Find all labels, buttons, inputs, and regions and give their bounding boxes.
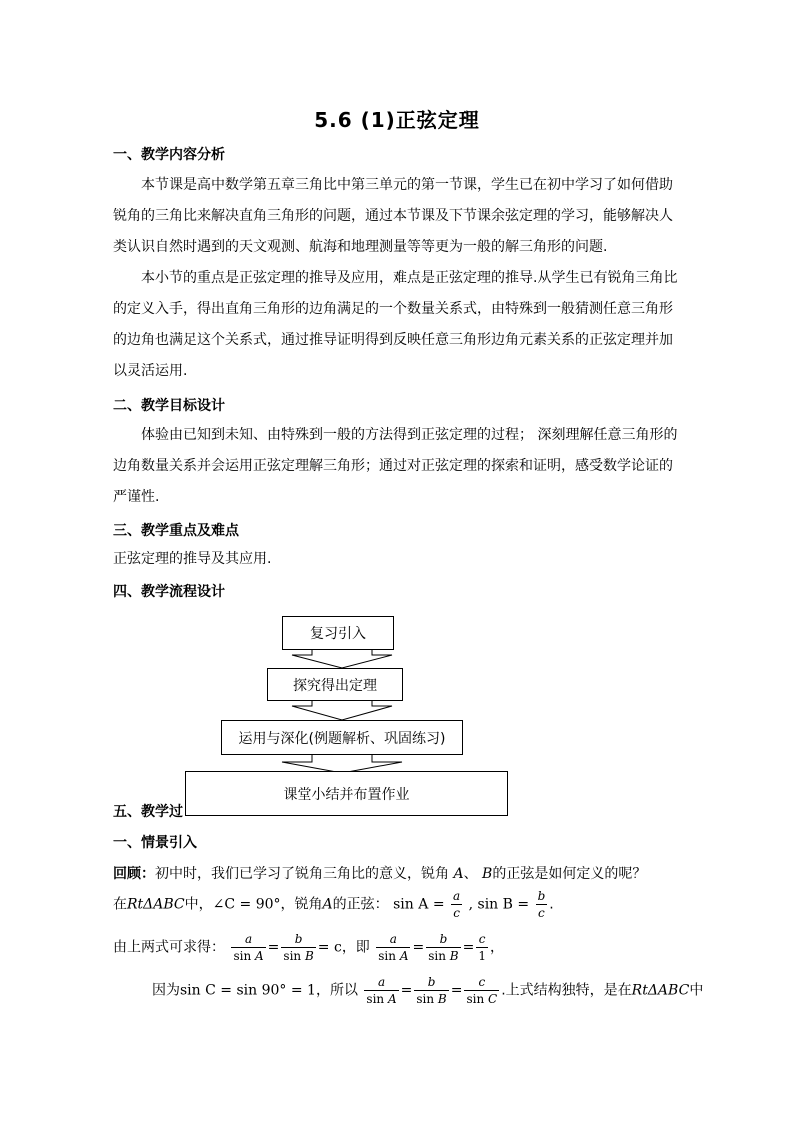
fraction-b-over-sinB-3: $\frac{b}{\text{sin B}}$ xyxy=(416,975,447,1006)
review-line xyxy=(113,863,646,883)
fraction-c-over-1: $\frac{c}{1}$ xyxy=(478,932,486,963)
var-B: B xyxy=(482,866,493,882)
paragraph-objectives: 体验由已知到未知、由特殊到一般的方法得到正弦定理的过程； 深刻理解任意三角形的边角数量关系并会运用正弦定理解三角形；通过对正弦定理的探索和证明，感受数学论证的严谨性. xyxy=(113,427,678,505)
text-derive: 由上两式可求得： xyxy=(113,939,225,956)
triangle-label: RtΔABC xyxy=(127,896,185,913)
sinB-label: , sin B = xyxy=(468,896,530,913)
section-heading-key-points: 三、教学重点及难点 xyxy=(113,523,239,539)
math-line-3: 因为sin C = sin 90° = 1，所以 $\frac{a}{\text{sin A}}$ = $\frac{b}{\text{sin B}}$ = $\frac{c}{\text{sin C}}$ .上式结构独特，是在RtΔABC中 xyxy=(152,975,704,1006)
text-ie: ，即 xyxy=(341,939,370,956)
text-in: 在 xyxy=(113,896,127,913)
arrow-1 xyxy=(292,649,392,668)
section-heading-scenario: 一、情景引入 xyxy=(113,835,197,851)
sinC-equation: sin C = sin 90° = 1 xyxy=(180,982,316,999)
fraction-b-over-sinB-2: $\frac{b}{\text{sin B}}$ xyxy=(428,932,459,963)
section-heading-flow-design: 四、教学流程设计 xyxy=(113,584,225,600)
review-text: 初中时，我们已学习了锐角三角比的意义，锐角 xyxy=(155,866,449,882)
sinA-label: sin A = xyxy=(393,896,445,913)
text-so: ，所以 xyxy=(315,982,358,999)
equals-c: = c xyxy=(317,939,342,956)
paragraph-key-points: 正弦定理的推导及其应用. xyxy=(113,551,272,567)
section-heading-objectives: 二、教学目标设计 xyxy=(113,398,225,414)
flow-step-apply: 运用与深化(例题解析、巩固练习) xyxy=(221,720,463,755)
fraction-a-over-sinA-2: $\frac{a}{\text{sin A}}$ xyxy=(378,932,409,963)
arrow-2 xyxy=(292,700,392,720)
review-tail: 的正弦是如何定义的呢？ xyxy=(492,866,647,882)
section-heading-process-partial: 五、教学过 xyxy=(113,804,183,820)
section-heading-content-analysis: 一、教学内容分析 xyxy=(113,147,225,163)
fraction-a-over-sinA-3: $\frac{a}{\text{sin A}}$ xyxy=(366,975,397,1006)
review-sep: 、 xyxy=(463,866,478,882)
text-structure: .上式结构独特，是在 xyxy=(501,982,632,999)
fraction-a-over-c: $\frac{a}{c}$ xyxy=(453,889,461,920)
paragraph-content-analysis-1: 本节课是高中数学第五章三角比中第三单元的第一节课，学生已在初中学习了如何借助锐角的三角比来解决直角三角形的问题，通过本节课及下节课余弦定理的学习，能够解决人类认识自然时遇到的天文观测、航海和地理测量等等更为一般的解三角形的问题. xyxy=(113,177,673,255)
fraction-a-over-sinA: $\frac{a}{\text{sin A}}$ xyxy=(233,932,264,963)
flow-step-explore: 探究得出定理 xyxy=(267,668,403,701)
text-sine-of: 的正弦： xyxy=(332,896,389,913)
review-label: 回顾： xyxy=(113,866,155,882)
var-A: A xyxy=(453,866,464,882)
fraction-b-over-sinB: $\frac{b}{\text{sin B}}$ xyxy=(283,932,314,963)
var-A-2: A xyxy=(322,896,333,913)
flow-step-summary: 课堂小结并布置作业 xyxy=(185,771,508,816)
fraction-c-over-sinC: $\frac{c}{\text{sin C}}$ xyxy=(466,975,498,1006)
text-acute: ，锐角 xyxy=(280,896,323,913)
angle-c: ∠C = 90° xyxy=(212,896,281,913)
page-title: 5.6 (1)正弦定理 xyxy=(314,108,480,132)
text-mid: 中， xyxy=(184,896,213,913)
math-line-2: 由上两式可求得： $\frac{a}{\text{sin A}}$ = $\frac{b}{\text{sin B}}$ = c，即 $\frac{a}{\text{sin A}}$ = $\frac{b}{\text{sin B}}$ = $\frac{c}{1}$ ， xyxy=(113,932,504,963)
period: . xyxy=(549,896,554,913)
paragraph-content-analysis-2: 本小节的重点是正弦定理的推导及应用，难点是正弦定理的推导.从学生已有锐角三角比的定义入手，得出直角三角形的边角满足的一个数量关系式，由特殊到一般猜测任意三角形的边角也满足这个关系式，通过推导证明得到反映任意三角形边角元素关系的正弦定理并加以灵活运用. xyxy=(113,270,678,379)
math-line-1 xyxy=(113,888,554,921)
comma: ， xyxy=(489,939,504,956)
triangle-label-2: RtΔABC xyxy=(631,982,690,999)
flow-step-review: 复习引入 xyxy=(282,616,394,650)
text-because: 因为 xyxy=(152,982,180,999)
text-in-2: 中 xyxy=(689,982,704,999)
fraction-b-over-c: $\frac{b}{c}$ xyxy=(537,889,546,920)
